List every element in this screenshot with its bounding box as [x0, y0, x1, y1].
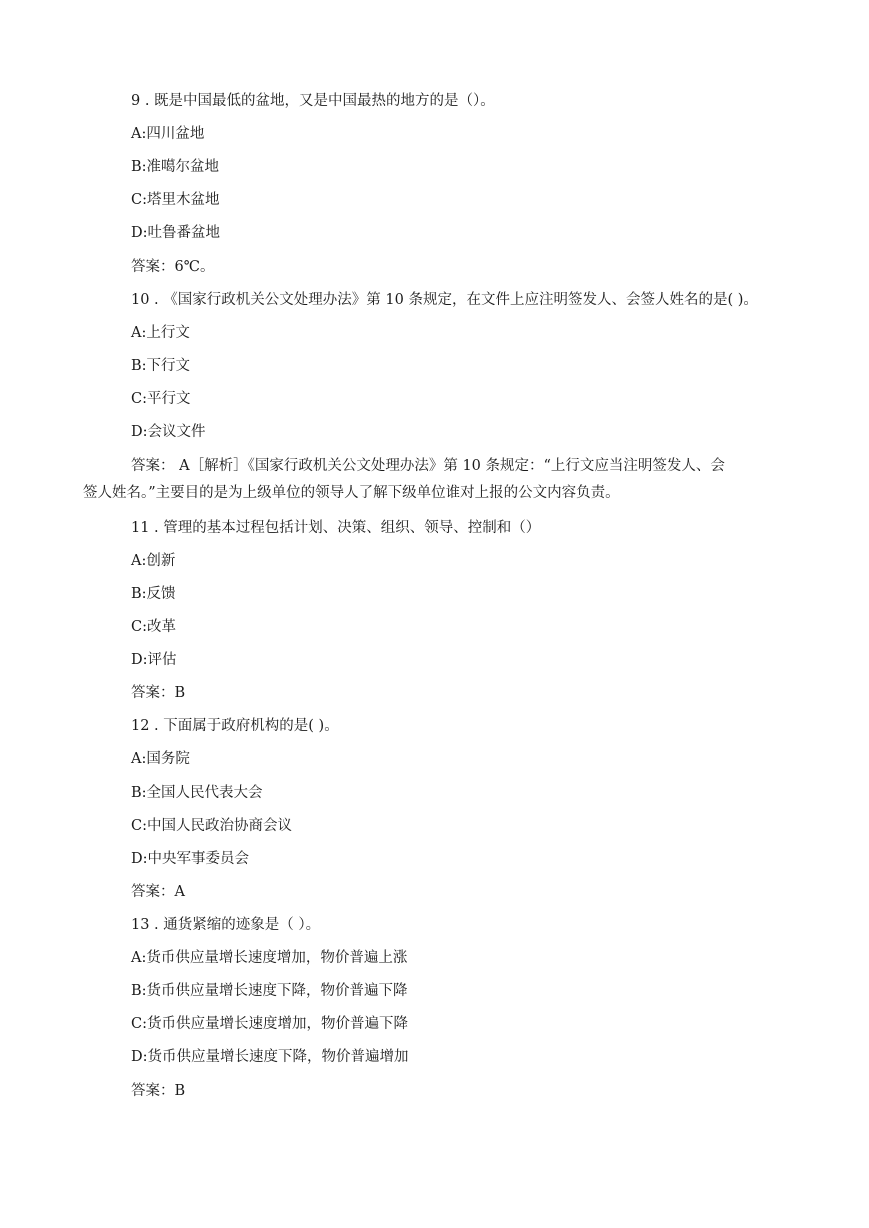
question-11-answer: 答案：B	[131, 685, 186, 701]
question-12-stem: 12 . 下面属于政府机构的是( )。	[131, 718, 339, 734]
question-10-stem: 10 . 《国家行政机关公文处理办法》第 10 条规定，在文件上应注明签发人、会签人姓名的是( )。	[131, 292, 758, 308]
question-13-option-a: A:货币供应量增长速度增加，物价普遍上涨	[131, 950, 408, 966]
question-10-answer-continuation: 签人姓名。”主要目的是为上级单位的领导人了解下级单位谁对上报的公文内容负责。	[83, 485, 620, 501]
question-11-stem: 11 . 管理的基本过程包括计划、决策、组织、领导、控制和（）	[131, 520, 541, 536]
question-9-option-b: B:准噶尔盆地	[131, 159, 220, 175]
question-9-answer: 答案：6℃。	[131, 259, 215, 275]
question-11-option-b: B:反馈	[131, 586, 176, 602]
question-12-option-a: A:国务院	[131, 751, 190, 767]
question-13-option-b: B:货币供应量增长速度下降，物价普遍下降	[131, 983, 408, 999]
question-13-option-d: D:货币供应量增长速度下降，物价普遍增加	[131, 1049, 409, 1065]
question-10-option-c: C:平行文	[131, 391, 191, 407]
question-10-option-d: D:会议文件	[131, 424, 206, 440]
question-12-option-c: C:中国人民政治协商会议	[131, 818, 292, 834]
question-13-option-c: C:货币供应量增长速度增加，物价普遍下降	[131, 1016, 408, 1032]
question-11-option-a: A:创新	[131, 553, 176, 569]
question-10-option-b: B:下行文	[131, 358, 191, 374]
question-13-answer: 答案：B	[131, 1083, 186, 1099]
question-11-option-c: C:改革	[131, 619, 176, 635]
question-10-option-a: A:上行文	[131, 325, 190, 341]
question-9-stem: 9 . 既是中国最低的盆地，又是中国最热的地方的是（）。	[131, 93, 495, 109]
question-10-answer: 答案： A［解析］《国家行政机关公文处理办法》第 10 条规定：“上行文应当注明签发人、会	[131, 458, 725, 474]
question-11-option-d: D:评估	[131, 652, 177, 668]
question-9-option-d: D:吐鲁番盆地	[131, 225, 221, 241]
question-12-answer: 答案：A	[131, 884, 185, 900]
question-12-option-d: D:中央军事委员会	[131, 851, 250, 867]
question-13-stem: 13 . 通货紧缩的迹象是（ ）。	[131, 917, 321, 933]
question-9-option-a: A:四川盆地	[131, 126, 205, 142]
question-12-option-b: B:全国人民代表大会	[131, 785, 263, 801]
question-9-option-c: C:塔里木盆地	[131, 192, 220, 208]
